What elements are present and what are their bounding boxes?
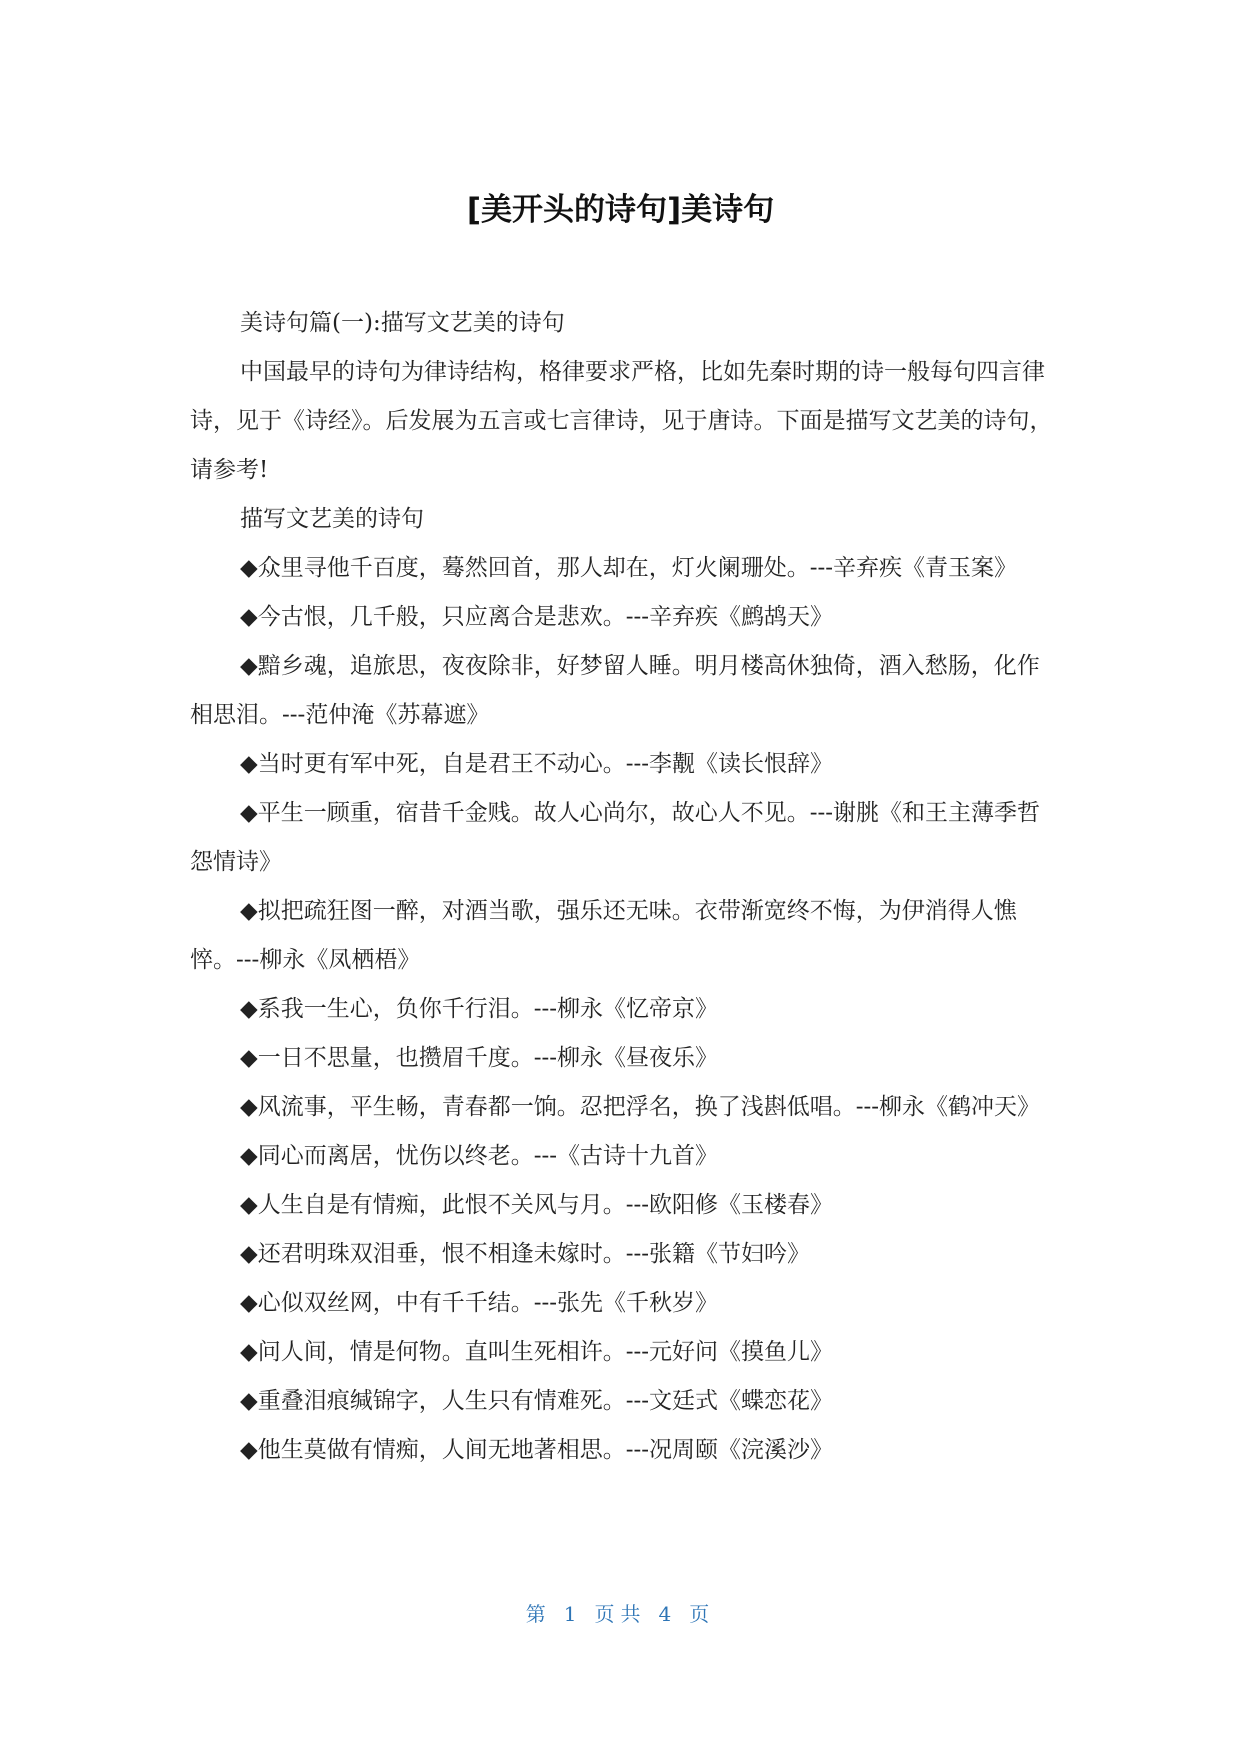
poem-line: ◆重叠泪痕缄锦字，人生只有情难死。---文廷式《蝶恋花》 [240,1388,834,1414]
poem-line: ◆今古恨，几千般，只应离合是悲欢。---辛弃疾《鹧鸪天》 [240,604,834,630]
poem-line: ◆一日不思量，也攒眉千度。---柳永《昼夜乐》 [240,1045,719,1071]
footer-middle: 页共 [594,1602,647,1626]
poem-line: ◆众里寻他千百度，蓦然回首，那人却在，灯火阑珊处。---辛弃疾《青玉案》 [240,555,1018,581]
poem-line: ◆问人间，情是何物。直叫生死相许。---元好问《摸鱼儿》 [240,1339,834,1365]
footer-prefix: 第 [525,1602,552,1626]
footer-page-number: 1 [563,1602,583,1626]
poem-line: ◆他生莫做有情痴，人间无地著相思。---况周颐《浣溪沙》 [240,1437,834,1463]
page-footer [0,1598,1241,1627]
poem-line: ◆同心而离居，忧伤以终老。---《古诗十九首》 [240,1143,719,1169]
poem-line: ◆还君明珠双泪垂，恨不相逢未嫁时。---张籍《节妇吟》 [240,1241,811,1267]
footer-suffix: 页 [689,1602,716,1626]
paragraph: 美诗句篇(一):描写文艺美的诗句 [240,310,565,336]
poem-line: ◆黯乡魂，追旅思，夜夜除非，好梦留人睡。明月楼高休独倚，酒入愁肠，化作相思泪。---范仲淹《苏幕遮》 [190,653,1040,728]
poem-line: ◆人生自是有情痴，此恨不关风与月。---欧阳修《玉楼春》 [240,1192,834,1218]
page-title: [美开头的诗句]美诗句 [466,192,775,228]
paragraph: 中国最早的诗句为律诗结构，格律要求严格，比如先秦时期的诗一般每句四言律诗，见于《诗经》。后发展为五言或七言律诗，见于唐诗。下面是描写文艺美的诗句，请参考! [190,359,1053,483]
poem-line: ◆平生一顾重，宿昔千金贱。故人心尚尔，故心人不见。---谢朓《和王主薄季哲怨情诗》 [190,800,1041,875]
poem-line: ◆系我一生心，负你千行泪。---柳永《忆帝京》 [240,996,719,1022]
poem-line: ◆心似双丝网，中有千千结。---张先《千秋岁》 [240,1290,719,1316]
footer-total-pages: 4 [658,1602,678,1626]
poem-line: ◆拟把疏狂图一醉，对酒当歌，强乐还无味。衣带渐宽终不悔，为伊消得人憔悴。---柳永《凤栖梧》 [190,898,1017,973]
poem-line: ◆风流事，平生畅，青春都一饷。忍把浮名，换了浅斟低唱。---柳永《鹤冲天》 [240,1094,1041,1120]
poem-line: ◆当时更有军中死，自是君王不动心。---李觏《读长恨辞》 [240,751,834,777]
document-body [190,299,1055,1475]
paragraph: 描写文艺美的诗句 [240,506,424,532]
